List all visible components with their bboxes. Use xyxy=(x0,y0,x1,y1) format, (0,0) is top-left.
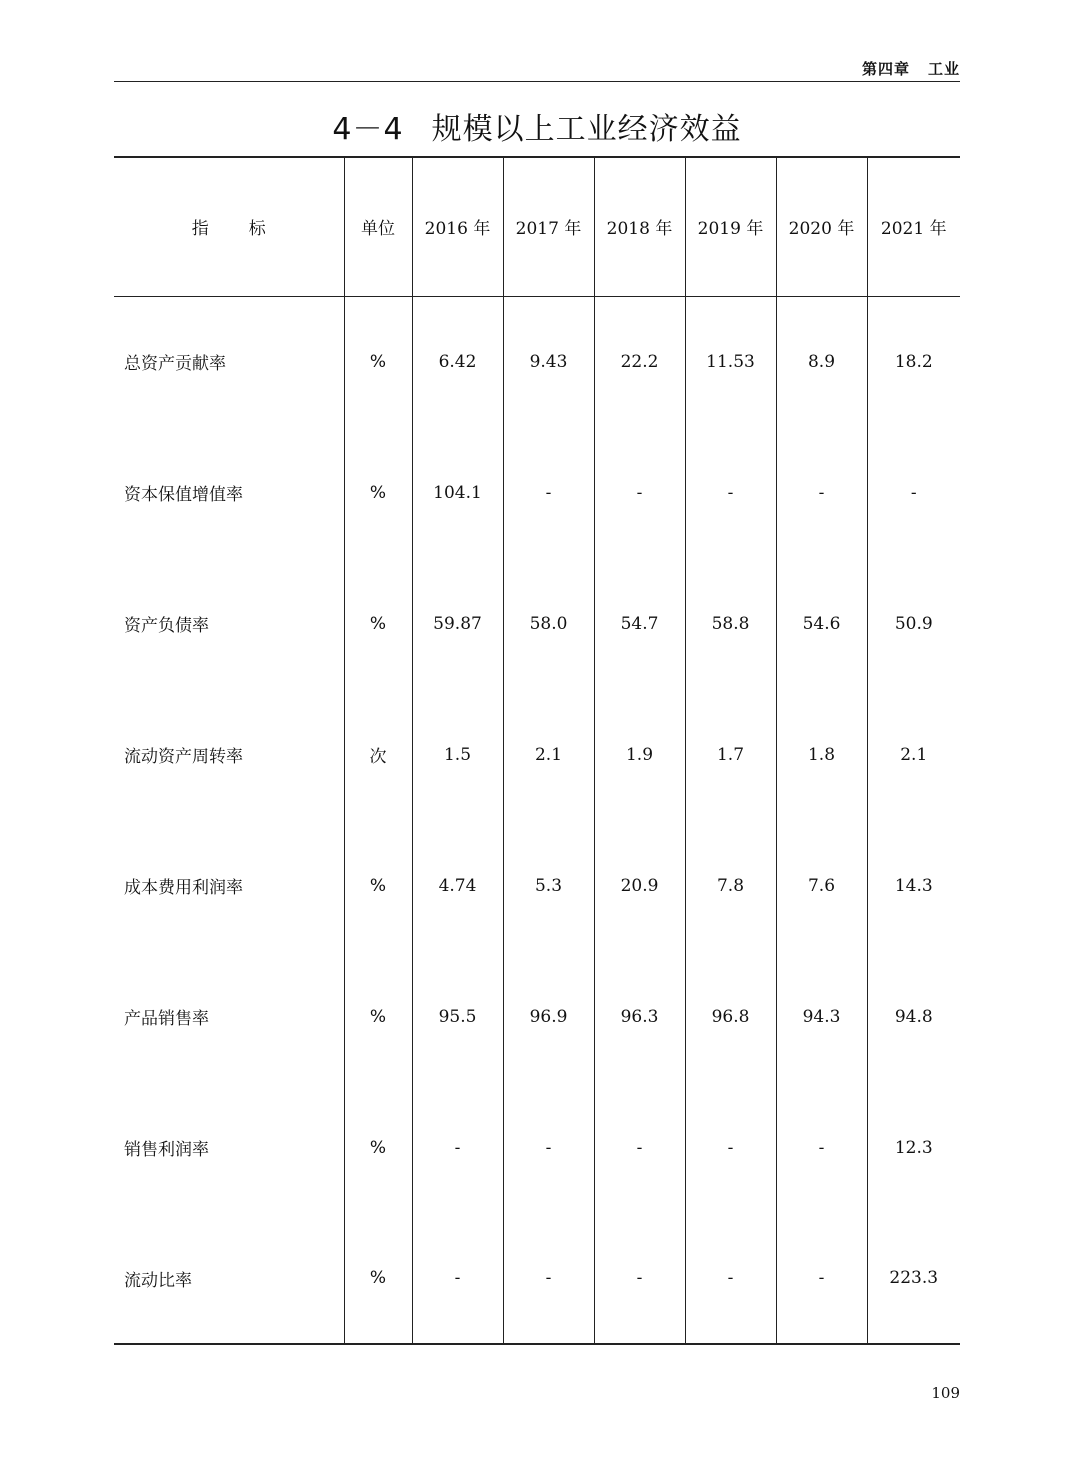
table-cell: 96.9 xyxy=(503,951,594,1082)
header-year: 2021 年 xyxy=(867,157,960,296)
row-unit: % xyxy=(344,558,412,689)
table-cell: 5.3 xyxy=(503,820,594,951)
table-cell: 94.3 xyxy=(776,951,867,1082)
row-indicator: 产品销售率 xyxy=(124,1009,209,1029)
table-number: 4－4 xyxy=(332,112,404,147)
table-row xyxy=(114,689,960,820)
row-indicator: 总资产贡献率 xyxy=(124,354,226,375)
row-indicator: 成本费用利润率 xyxy=(124,878,243,898)
table-cell: - xyxy=(594,1213,685,1344)
table-cell: 58.0 xyxy=(503,558,594,689)
row-unit: % xyxy=(344,820,412,951)
table-cell: 54.6 xyxy=(776,558,867,689)
row-indicator: 资本保值增值率 xyxy=(124,485,243,505)
table-cell: 22.2 xyxy=(594,296,685,427)
table-cell: 1.8 xyxy=(776,689,867,820)
table-body xyxy=(114,296,960,1344)
table-row xyxy=(114,951,960,1082)
page-title xyxy=(114,104,960,148)
table-cell: - xyxy=(594,427,685,558)
row-indicator: 销售利润率 xyxy=(124,1140,209,1160)
table-cell: 11.53 xyxy=(685,296,776,427)
table-cell: 1.9 xyxy=(594,689,685,820)
table-cell: 9.43 xyxy=(503,296,594,427)
table-cell: 104.1 xyxy=(412,427,503,558)
table-cell: - xyxy=(685,1082,776,1213)
table-cell: 8.9 xyxy=(776,296,867,427)
row-indicator: 流动资产周转率 xyxy=(124,747,243,767)
table-row xyxy=(114,427,960,558)
table-cell: 4.74 xyxy=(412,820,503,951)
table-row xyxy=(114,1213,960,1344)
table-cell: - xyxy=(776,1213,867,1344)
header-unit: 单位 xyxy=(344,157,412,296)
table-cell: 95.5 xyxy=(412,951,503,1082)
table-cell: - xyxy=(776,427,867,558)
header-indicator: 指标 xyxy=(114,157,344,296)
table-cell: - xyxy=(685,427,776,558)
table-cell: 7.8 xyxy=(685,820,776,951)
table-row xyxy=(114,296,960,427)
header-year: 2018 年 xyxy=(594,157,685,296)
table-cell: 58.8 xyxy=(685,558,776,689)
header-rule xyxy=(114,81,960,82)
table-cell: 6.42 xyxy=(412,296,503,427)
running-head xyxy=(862,58,960,79)
table-cell: 1.5 xyxy=(412,689,503,820)
row-unit: 次 xyxy=(344,689,412,820)
table-row xyxy=(114,820,960,951)
table-cell: 96.8 xyxy=(685,951,776,1082)
table-row xyxy=(114,1082,960,1213)
running-head-section: 工业 xyxy=(927,60,960,78)
economic-efficiency-table xyxy=(114,156,960,1345)
row-unit: % xyxy=(344,951,412,1082)
table-cell: 59.87 xyxy=(412,558,503,689)
table-cell: 1.7 xyxy=(685,689,776,820)
table-cell: - xyxy=(685,1213,776,1344)
header-year: 2020 年 xyxy=(776,157,867,296)
table-header-row xyxy=(114,157,960,296)
table-cell: - xyxy=(503,427,594,558)
running-head-chapter: 第四章 xyxy=(861,60,910,78)
table-title: 规模以上工业经济效益 xyxy=(431,112,742,147)
table-row xyxy=(114,558,960,689)
table-cell: - xyxy=(594,1082,685,1213)
header-year: 2017 年 xyxy=(503,157,594,296)
table-cell: 223.3 xyxy=(867,1213,960,1344)
table-cell: 18.2 xyxy=(867,296,960,427)
table-cell: 54.7 xyxy=(594,558,685,689)
table-cell: 96.3 xyxy=(594,951,685,1082)
table-cell: 14.3 xyxy=(867,820,960,951)
table-cell: 2.1 xyxy=(503,689,594,820)
row-unit: % xyxy=(344,296,412,427)
header-year: 2019 年 xyxy=(685,157,776,296)
table-cell: 50.9 xyxy=(867,558,960,689)
table-cell: - xyxy=(867,427,960,558)
table-cell: 7.6 xyxy=(776,820,867,951)
table-cell: 2.1 xyxy=(867,689,960,820)
table-cell: - xyxy=(412,1213,503,1344)
table-cell: 94.8 xyxy=(867,951,960,1082)
table-cell: - xyxy=(412,1082,503,1213)
row-indicator: 资产负债率 xyxy=(124,616,209,636)
table-cell: - xyxy=(503,1213,594,1344)
table-cell: 20.9 xyxy=(594,820,685,951)
header-year: 2016 年 xyxy=(412,157,503,296)
table-cell: 12.3 xyxy=(867,1082,960,1213)
table-cell: - xyxy=(503,1082,594,1213)
table-cell: - xyxy=(776,1082,867,1213)
row-indicator: 流动比率 xyxy=(124,1270,192,1291)
row-unit: % xyxy=(344,1213,412,1344)
row-unit: % xyxy=(344,1082,412,1213)
page-number: 109 xyxy=(931,1384,960,1402)
row-unit: % xyxy=(344,427,412,558)
